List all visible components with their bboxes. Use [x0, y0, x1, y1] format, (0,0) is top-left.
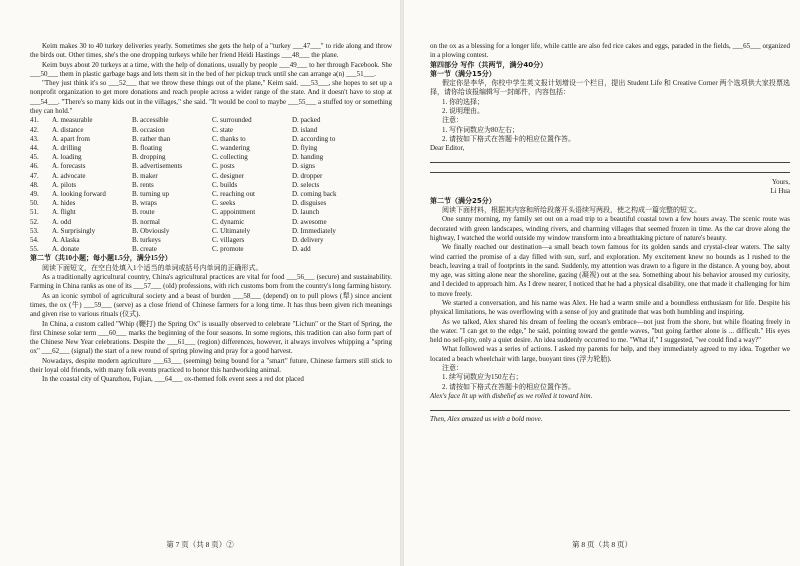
option-choice: A. hides — [52, 199, 76, 208]
page-footer: 第 7 页（共 8 页）② — [166, 540, 234, 549]
passage-paragraph: In China, a custom called "Whip (鞭打) the Spring Ox" is usually observed to celebrate "Lichun" or the Start of Spring, the first Chinese solar term ___60___ marks the beginning of the four seasons. In some regions, this tradition can also form part of the Chinese New Year celebrations. Despite the ___61___ (region) differences, however, it always involves whipping a "spring ox" ___62___ (signal) the start of a new round of spring plowing and pray for a good harvest. — [30, 319, 392, 356]
option-row — [30, 135, 392, 144]
requirement-item: 1. 你的选择； — [442, 97, 484, 106]
option-choice: C. promote — [212, 245, 244, 254]
question-number: 47. — [30, 171, 39, 180]
option-choice: A. forecasts — [52, 162, 86, 171]
option-choice: B. create — [132, 245, 157, 254]
passage-paragraph: As a traditionally agricultural country, China's agricultural practices are vital for food ___56___ (secure) and sustainability. Farming in China ranks as one of its ___57___ (old) professions, with rich customs born from the country's long farming history. — [30, 273, 392, 291]
option-choice: A. flight — [52, 208, 76, 217]
option-row — [30, 172, 392, 181]
option-choice: B. accessible — [132, 116, 169, 125]
option-row — [30, 162, 392, 171]
option-choice: D. add — [292, 245, 311, 254]
question-number: 45. — [30, 153, 39, 162]
writing-line — [430, 154, 790, 163]
option-choice: C. builds — [212, 180, 238, 189]
note-item: 2. 请按如下格式在答题卡的相应位置作答。 — [442, 382, 575, 391]
option-choice: A. Alaska — [52, 236, 80, 245]
option-choice: A. apart from — [52, 134, 90, 143]
option-choice: D. disguises — [292, 199, 327, 208]
signature: Li Hua — [770, 187, 790, 196]
note-item: 1. 写作词数应为80左右； — [442, 125, 519, 134]
option-choice: C. collecting — [212, 153, 248, 162]
option-choice: A. distance — [52, 125, 84, 134]
option-choice: A. donate — [52, 245, 80, 254]
passage-paragraph: "They just think it's so ___52___ that we throw these things out of the plane," Keim said. ___53___, she hopes to set up a nonprofit organization to get more donations and reach people across a wider range of the state. And it doesn't have to stop at ___54___. "There's so many kids out in the villages," she said. "It would be cool to maybe ___55___ a stuffed toy or something they can hold." — [30, 79, 392, 116]
writing-task-2-instruction: 阅读下面材料，根据其内容和所给段落开头语续写两段，使之构成一篇完整的短文。 — [442, 206, 701, 215]
note-label: 注意： — [442, 116, 463, 125]
passage-paragraph: In the coastal city of Quanzhou, Fujian, ___64___ ox-themed folk event sees a red dot placed — [42, 375, 304, 384]
option-choice: D. coming back — [292, 190, 337, 198]
question-number: 55. — [30, 245, 39, 254]
option-choice: C. surrounded — [212, 116, 252, 125]
option-choice: C. villagers — [212, 236, 245, 245]
note-label: 注意： — [442, 364, 463, 373]
option-choice: D. delivery — [292, 236, 324, 245]
salutation: Dear Editor, — [430, 144, 465, 153]
question-number: 49. — [30, 190, 39, 198]
section-2-instruction: 阅读下面短文，在空白处填入1个适当的单词或括号内单词的正确形式。 — [42, 263, 263, 272]
page-footer: 第 8 页（共 8 页） — [572, 540, 632, 549]
continuation-opener-2: Then, Alex amazed us with a bold move. — [430, 415, 543, 424]
option-choice: D. flying — [292, 143, 318, 152]
option-row — [30, 227, 392, 236]
note-item: 1. 续写词数应为150左右； — [442, 373, 523, 382]
continuation-opener-1: Alex's face lit up with disbelief as we rolled it toward him. — [430, 391, 593, 400]
option-choice: B. occasion — [132, 125, 165, 134]
option-choice: D. launch — [292, 208, 320, 217]
page-8 — [404, 0, 800, 566]
requirement-item: 2. 说明理由。 — [442, 107, 484, 116]
option-row — [30, 199, 392, 208]
option-choice: A. pilots — [52, 180, 77, 189]
option-choice: C. Ultimately — [212, 226, 251, 235]
note-item: 2. 请按如下格式在答题卡的相应位置作答。 — [442, 134, 575, 143]
question-number: 43. — [30, 134, 39, 143]
writing-section-2-heading: 第二节（满分25分） — [430, 196, 496, 205]
passage-paragraph: Keim buys about 20 turkeys at a time, with the help of donations, usually by people ___49___ to her through Facebook. She ___50___ them in plastic garbage bags and lets them sit in the bed of her pickup truck until she can arrange a(n) ___51___. — [30, 60, 392, 78]
question-number: 54. — [30, 236, 39, 245]
option-choice: C. state — [212, 125, 233, 134]
section-2-heading: 第二节（共10小题；每小题1.5分，满分15分） — [30, 254, 172, 263]
option-choice: D. island — [292, 125, 318, 134]
option-choice: C. appointment — [212, 208, 256, 217]
option-choice: A. odd — [52, 217, 72, 226]
option-row — [30, 218, 392, 227]
option-row — [30, 236, 392, 245]
cloze-options-table — [30, 116, 392, 254]
story-paragraph: What followed was a series of actions. I asked my parents for help, and they immediately agreed to my idea. Together we located a beach wheelchair with large, buoyant tires (浮力轮胎). — [430, 345, 790, 363]
question-number: 53. — [30, 226, 39, 235]
option-choice: B. turkeys — [132, 236, 161, 245]
passage-paragraph: As an iconic symbol of agricultural society and a beast of burden ___58___ (depend) on to pull plows (犁) since ancient times, the ox (牛) ___59___ (serve) as a close friend of Chinese farmers for a long time. It has thus been given rich meanings and given rise to various rituals (仪式). — [30, 291, 392, 319]
option-choice: D. packed — [292, 116, 321, 125]
option-choice: B. turning up — [132, 190, 170, 198]
question-number: 41. — [30, 116, 39, 125]
question-number: 42. — [30, 125, 39, 134]
option-choice: B. normal — [132, 217, 160, 226]
option-choice: D. Immediately — [292, 226, 336, 235]
story-paragraph: As we talked, Alex shared his dream of feeling the ocean's embrace—not just from the shore, but while floating freely in the water. "I can get to the edge," he said, pointing toward the gentle waves, "but going farther alone is ... difficult." His eyes held no self-pity, only a quiet desire. An idea suddenly occurred to me. "What if," I suggested, "we could find a way?" — [430, 317, 790, 345]
option-choice: D. signs — [292, 162, 315, 171]
option-choice: D. awesome — [292, 217, 327, 226]
option-choice: C. thanks to — [212, 134, 246, 143]
question-number: 50. — [30, 199, 39, 208]
option-choice: B. wraps — [132, 199, 157, 208]
option-choice: B. rents — [132, 180, 154, 189]
option-choice: B. maker — [132, 171, 158, 180]
passage-paragraph: Keim makes 30 to 40 turkey deliveries yearly. Sometimes she gets the help of a "turkey ___47___" to ride along and throw the birds out. Other times, she's the one dropping turkeys while her friend Heidi Hastings ___48___ the plane. — [30, 42, 392, 60]
option-row — [30, 153, 392, 162]
option-choice: D. handing — [292, 153, 324, 162]
story-paragraph: We finally reached our destination—a small beach town famous for its golden sands and crystal-clear waters. The salty wind carried the promise of a day filled with sun, surf, and exploration. My excitement knew no bounds as I rushed to the beach, leaving a trail of footprints in the sand. Suddenly, my attention was drawn to a figure in the distance. A young boy, about my age, was sitting alone near the shoreline, gazing (凝视) out at the sea. Something about his behavior aroused my curiosity, and I decided to approach him. As I drew nearer, I noticed that he had a physical disability, one that made it challenging for him to move freely. — [430, 243, 790, 298]
question-number: 48. — [30, 180, 39, 189]
option-choice: B. Obviously — [132, 226, 170, 235]
page-7-content — [30, 42, 392, 385]
option-choice: C. posts — [212, 162, 235, 171]
option-choice: B. rather than — [132, 134, 171, 143]
story-paragraph: One sunny morning, my family set out on a road trip to a beautiful coastal town a few hours away. The scenic route was decorated with green landscapes, winding rivers, and charming villages that seemed frozen in time. As the car drove along the highway, I watched the world outside my window transform into a breathtaking picture of nature's beauty. — [430, 215, 790, 242]
option-choice: C. designer — [212, 171, 244, 180]
writing-section-1-heading: 第一节（满分15分） — [430, 69, 496, 78]
option-choice: B. advertisements — [132, 162, 183, 171]
writing-line — [430, 402, 790, 411]
question-number: 44. — [30, 143, 39, 152]
option-row — [30, 208, 392, 217]
question-number: 52. — [30, 217, 39, 226]
option-row — [30, 126, 392, 135]
option-row — [30, 181, 392, 190]
option-choice: B. dropping — [132, 153, 166, 162]
option-choice: A. drilling — [52, 143, 82, 152]
option-row — [30, 190, 392, 199]
option-row — [30, 116, 392, 125]
page-8-content — [430, 42, 790, 424]
option-choice: C. seeks — [212, 199, 236, 208]
closing: Yours, — [771, 178, 790, 187]
option-choice: C. wandering — [212, 143, 250, 152]
option-choice: D. selects — [292, 180, 320, 189]
part-4-heading: 第四部分 写作（共两节，满分40分） — [430, 60, 548, 69]
option-choice: B. floating — [132, 143, 162, 152]
writing-task-1: 假定你是李华，你校中学生英文报计划增设一个栏目，提出 Student Life 和 Creative Corner 两个选项供大家投票选择，请你给该报编辑写一封邮件，内容包括： — [430, 79, 790, 97]
story-paragraph: We started a conversation, and his name was Alex. He had a warm smile and a boundless enthusiasm for life. Despite his physical limitations, he was overflowing with a sense of joy and gratitude that was both humbling and inspiring. — [430, 298, 790, 317]
option-choice: B. route — [132, 208, 155, 217]
writing-line — [430, 164, 790, 173]
option-choice: C. dynamic — [212, 217, 245, 226]
question-number: 46. — [30, 162, 39, 171]
option-choice: A. Surprisingly — [52, 226, 96, 235]
passage-paragraph: Nowadays, despite modern agriculture ___63___ (seeming) being bound for a "smart" future, Chinese farmers still stick to their loyal old friends, with many folk events practiced to honor this hardworking animal. — [30, 356, 392, 374]
question-number: 51. — [30, 208, 39, 217]
option-choice: A. measurable — [52, 116, 93, 125]
option-choice: A. advocate — [52, 171, 86, 180]
option-choice: D. dropper — [292, 171, 323, 180]
passage-paragraph: on the ox as a blessing for a longer life, while cattle are also fed rice cakes and eggs, paraded in the fields, ___65___ organized in a plowing contest. — [430, 42, 790, 60]
option-choice: C. reaching out — [212, 190, 255, 198]
option-choice: A. looking forward — [52, 190, 106, 198]
option-row — [30, 144, 392, 153]
option-choice: D. according to — [292, 134, 336, 143]
option-choice: A. loading — [52, 153, 82, 162]
